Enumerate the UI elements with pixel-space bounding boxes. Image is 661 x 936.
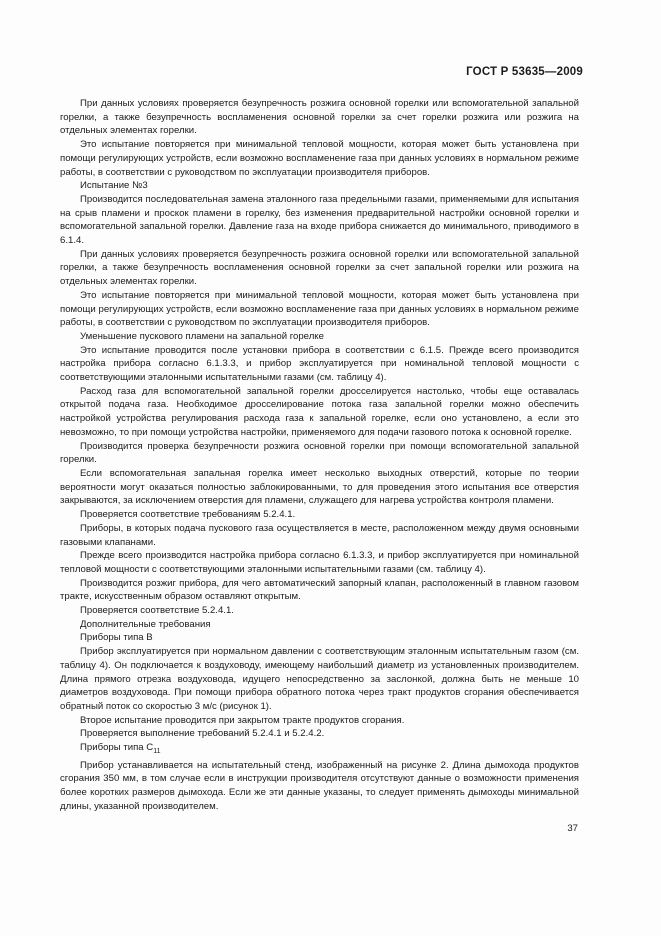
paragraph: При данных условиях проверяется безупречность розжига основной горелки или вспомогательной запальной горелки, а также безупречность воспламенения основной горелки за счет запальной горелки или розжига на отдельных элементах горелки. (60, 248, 579, 288)
subheading: Приборы типа В (80, 632, 153, 644)
subheading-text: Приборы типа С (80, 742, 154, 754)
subheading: Уменьшение пускового пламени на запальной горелке (80, 330, 324, 342)
page-number: 37 (567, 823, 578, 834)
paragraph: Производится последовательная замена эталонного газа предельными газами, применяемыми для испытания на срыв пламени и проскок пламени в горелку, без изменения предварительной настройки основной горелки и вспомогательной запальной горелки. Давление газа на входе прибора снижается до минимального, приводимого в 6.1.4. (60, 193, 579, 247)
paragraph: Если вспомогательная запальная горелка имеет несколько выходных отверстий, которые по теории вероятности могут оказаться полностью заблокированными, то для проведения этого испытания все отверстия закрываются, за исключением отверстия для пламени, служащего для нагрева устройства контроля пламени. (60, 467, 579, 507)
paragraph: Проверяется выполнение требований 5.2.4.1 и 5.2.4.2. (80, 728, 325, 740)
paragraph: Прежде всего производится настройка прибора согласно 6.1.3.3, и прибор эксплуатируется при номинальной тепловой мощности с соответствующими эталонными испытательными газами (см. таблицу 4). (60, 550, 579, 575)
paragraph: При данных условиях проверяется безупречность розжига основной горелки или вспомогательной запальной горелки, а также безупречность воспламенения основной горелки за счет горелки розжига или розжига на отдельных элементах горелки. (60, 98, 579, 137)
paragraph: Второе испытание проводится при закрытом тракте продуктов сгорания. (80, 714, 405, 726)
subheading (60, 741, 579, 759)
body-text (60, 97, 579, 813)
paragraph: Проверяется соответствие требованиям 5.2.4.1. (80, 509, 296, 521)
paragraph: Прибор устанавливается на испытательный стенд, изображенный на рисунке 2. Длина дымохода продуктов сгорания 350 мм, в том случае если в инструкции производителя отсутствуют данные о возможности применения более коротких размеров дымохода. Если же эти данные указаны, то следует применять дымоходы минимальной длины, указанной производителем. (60, 759, 579, 812)
paragraph: Производится розжиг прибора, для чего автоматический запорный клапан, расположенный в главном газовом тракте, искусственным образом оставляют открытым. (60, 577, 579, 603)
paragraph: Это испытание повторяется при минимальной тепловой мощности, которая может быть установлена при помощи регулирующих устройств, если возможно воспламенение газа при данных условиях в нормальном режиме работы, в соответствии с руководством по эксплуатации производителя приборов. (60, 289, 579, 329)
subheading: Дополнительные требования (80, 618, 211, 630)
subheading-subscript: 11 (153, 747, 161, 755)
subheading: Испытание №3 (80, 180, 148, 192)
paragraph: Проверяется соответствие 5.2.4.1. (80, 605, 234, 617)
paragraph: Приборы, в которых подача пускового газа осуществляется в месте, расположенном между двумя основными газовыми клапанами. (60, 522, 579, 548)
paragraph: Прибор эксплуатируется при нормальном давлении с соответствующим эталонным испытательным газом (см. таблицу 4). Он подключается к воздуховоду, имеющему наибольший диаметр из установленных производителем. Длина прямого отрезка воздуховода, идущего непосредственно за заслонкой, должна быть не меньше 10 диаметров воздуховода. При помощи прибора обратного потока через тракт продуктов сгорания обеспечивается обратный поток со скоростью 3 м/с (рисунок 1). (60, 646, 579, 712)
standard-code: ГОСТ Р 53635—2009 (466, 66, 583, 78)
paragraph: Расход газа для вспомогательной запальной горелки дросселируется настолько, чтобы еще оставалась открытой подача газа. Необходимое дросселирование потока газа запальной горелки можно обеспечить настройкой устройства регулирования расхода газа к запальной горелке, если оно установлено, а если это невозможно, то при помощи устройства настройки, применяемого для подачи газового потока к основной горелке. (60, 385, 579, 438)
paragraph: Производится проверка безупречности розжига основной горелки при помощи вспомогательной запальной горелки. (60, 440, 579, 466)
paragraph: Это испытание проводится после установки прибора в соответствии с 6.1.5. Прежде всего производится настройка прибора согласно 6.1.3.3, и прибор эксплуатируется при номинальной тепловой мощности с соответствующими эталонными испытательными газами (см. таблицу 4). (60, 344, 579, 384)
paragraph: Это испытание повторяется при минимальной тепловой мощности, которая может быть установлена при помощи регулирующих устройств, если возможно воспламенение газа при данных условиях в нормальном режиме работы, в соответствии с руководством по эксплуатации производителя приборов. (60, 139, 579, 178)
